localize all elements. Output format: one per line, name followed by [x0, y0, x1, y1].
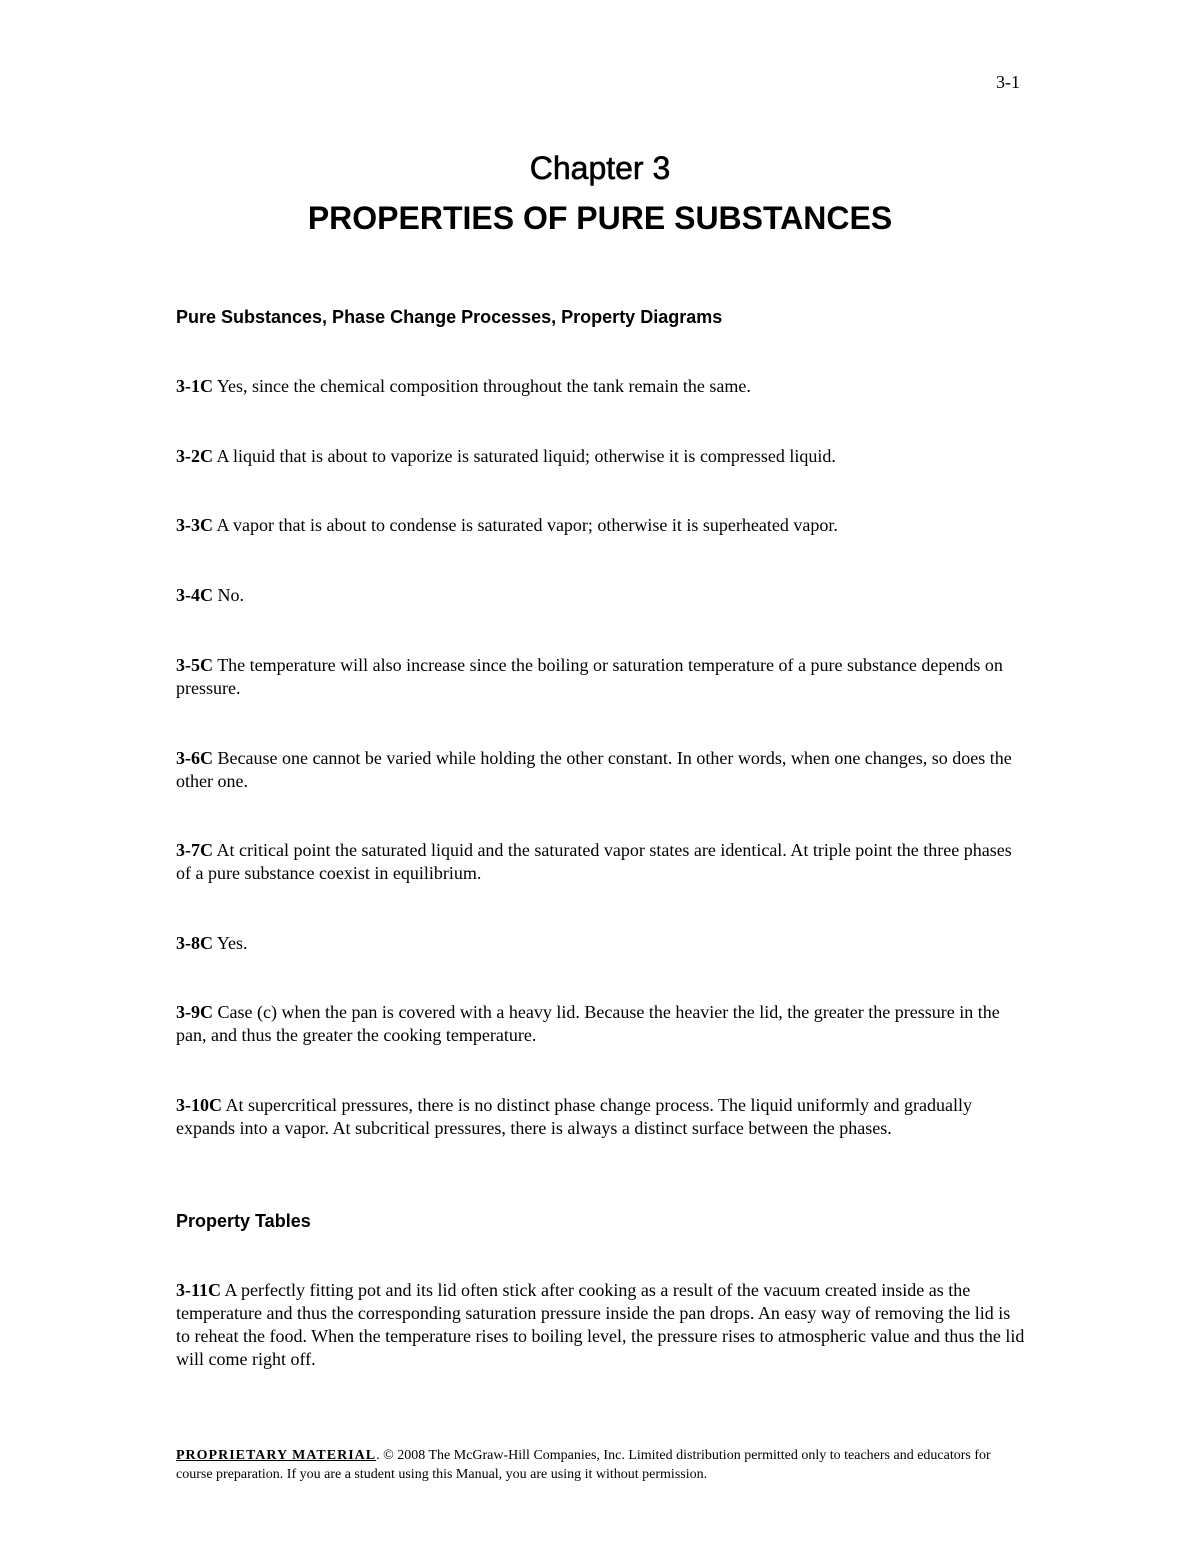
- question-number: 3-1C: [176, 376, 213, 396]
- answer-text: A liquid that is about to vaporize is saturated liquid; otherwise it is compressed liquid.: [216, 446, 836, 466]
- chapter-title: Chapter 3: [529, 150, 671, 186]
- answer-3-11c: [176, 1279, 1026, 1371]
- answer-text: A perfectly fitting pot and its lid often stick after cooking as a result of the vacuum created inside as the temperature and thus the corresponding saturation pressure inside the pan drops. An easy way of removing the lid is to reheat the food. When the temperature rises to boiling level, the pressure rises to atmospheric value and thus the lid will come right off.: [176, 1280, 1025, 1369]
- footer-notice: [176, 1446, 1026, 1484]
- answer-3-4c: [176, 584, 1026, 607]
- question-number: 3-11C: [176, 1280, 221, 1300]
- answer-text: The temperature will also increase since the boiling or saturation temperature of a pure substance depends on pressure.: [176, 655, 1003, 698]
- answer-3-10c: [176, 1094, 1026, 1140]
- answer-text: At critical point the saturated liquid and the saturated vapor states are identical. At triple point the three phases of a pure substance coexist in equilibrium.: [176, 840, 1012, 883]
- page-number: 3-1: [996, 72, 1020, 92]
- question-number: 3-3C: [176, 515, 213, 535]
- answer-3-1c: [176, 375, 1026, 398]
- answer-text: Case (c) when the pan is covered with a heavy lid. Because the heavier the lid, the greater the pressure in the pan, and thus the greater the cooking temperature.: [176, 1002, 1000, 1045]
- question-number: 3-5C: [176, 655, 213, 675]
- answer-3-2c: [176, 445, 1026, 468]
- question-number: 3-7C: [176, 840, 213, 860]
- answer-3-9c: [176, 1001, 1026, 1047]
- answer-3-7c: [176, 839, 1026, 885]
- section-heading-property-tables: Property Tables: [176, 1211, 311, 1231]
- answer-3-6c: [176, 747, 1026, 793]
- answer-text: No.: [217, 585, 244, 605]
- answer-text: Yes.: [216, 933, 248, 953]
- answer-text: Because one cannot be varied while holding the other constant. In other words, when one changes, so does the other one.: [176, 748, 1012, 791]
- section-heading-phase-change: Pure Substances, Phase Change Processes, Property Diagrams: [176, 307, 723, 327]
- answer-text: At supercritical pressures, there is no distinct phase change process. The liquid uniformly and gradually expands into a vapor. At subcritical pressures, there is always a distinct surface between the phases.: [176, 1095, 972, 1138]
- answer-text: A vapor that is about to condense is saturated vapor; otherwise it is superheated vapor.: [216, 515, 838, 535]
- question-number: 3-10C: [176, 1095, 222, 1115]
- answer-3-8c: [176, 932, 1026, 955]
- proprietary-label: PROPRIETARY MATERIAL: [176, 1448, 377, 1463]
- question-number: 3-9C: [176, 1002, 213, 1022]
- question-number: 3-8C: [176, 933, 213, 953]
- footer-text: . © 2008 The McGraw-Hill Companies, Inc. Limited distribution permitted only to teachers and educators for course preparation. If you are a student using this Manual, you are using it without permission.: [176, 1448, 991, 1482]
- question-number: 3-4C: [176, 585, 213, 605]
- question-number: 3-2C: [176, 446, 213, 466]
- answer-3-5c: [176, 654, 1026, 700]
- answer-text: Yes, since the chemical composition throughout the tank remain the same.: [216, 376, 751, 396]
- question-number: 3-6C: [176, 748, 213, 768]
- chapter-subtitle: PROPERTIES OF PURE SUBSTANCES: [307, 200, 893, 236]
- answer-3-3c: [176, 514, 1026, 537]
